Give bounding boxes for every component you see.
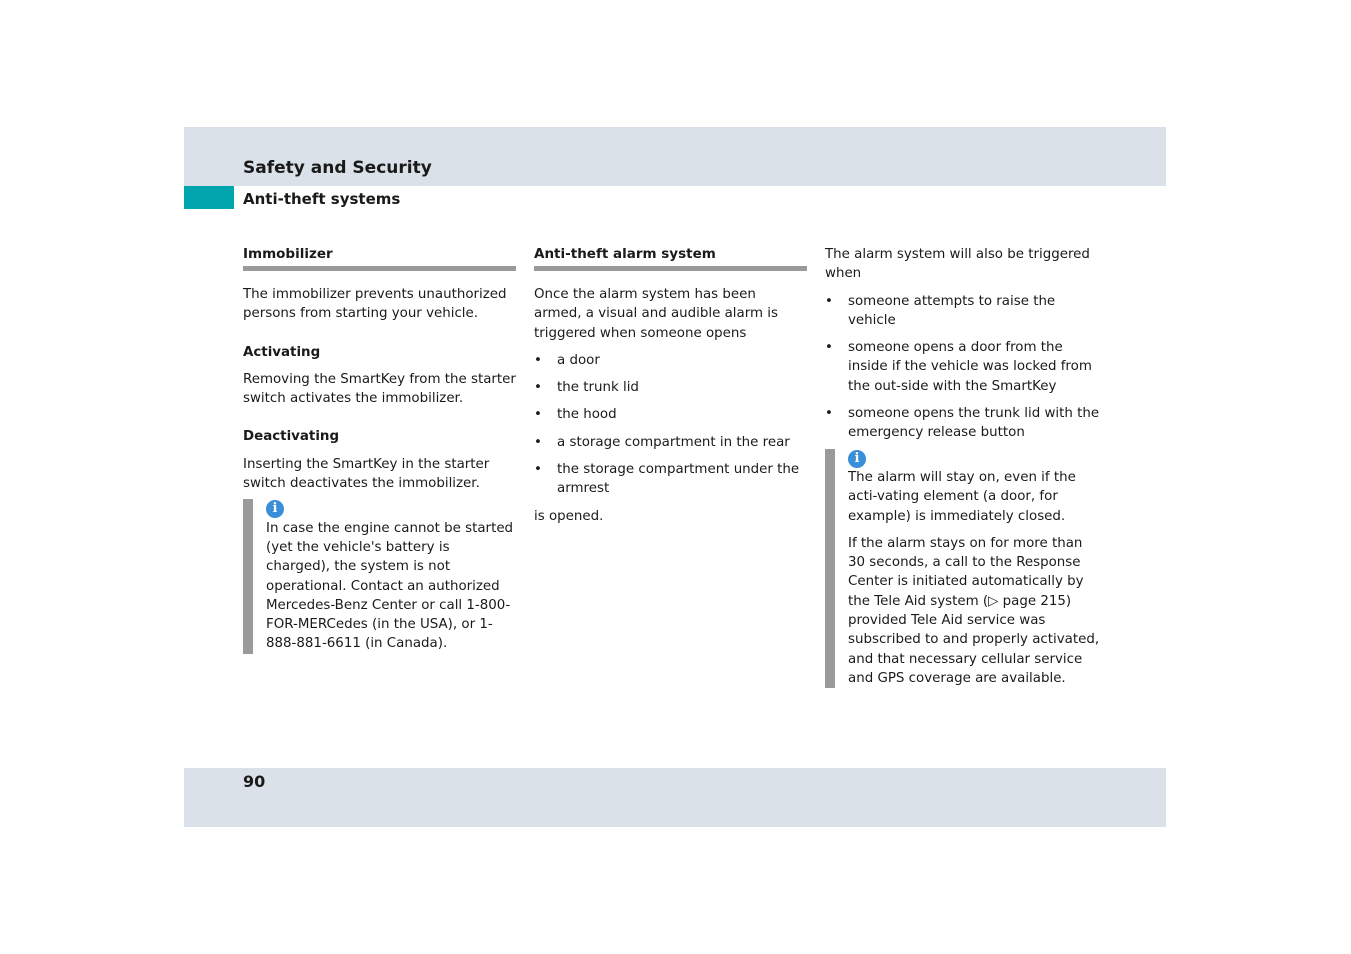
info-icon: i: [266, 500, 284, 518]
list-item: • someone attempts to raise the vehicle: [825, 292, 1100, 331]
page-number: 90: [243, 772, 266, 791]
immobilizer-intro: The immobilizer prevents unauthorized persons from starting your vehicle.: [243, 287, 507, 322]
section-marker-tab: [184, 186, 234, 209]
deactivating-heading: Deactivating: [243, 429, 340, 445]
list-item: • the storage compartment under the armrest: [534, 460, 807, 499]
section-title: Safety and Security: [243, 158, 432, 178]
immobilizer-heading: Immobilizer: [243, 245, 516, 271]
list-item: • someone opens the trunk lid with the emergency release button: [825, 404, 1100, 443]
list-item: • a door: [534, 351, 807, 370]
alarm-also-intro: The alarm system will also be triggered when: [825, 247, 1090, 282]
alarm-extra-trigger-list: [825, 292, 1100, 443]
column-alarm-system: [534, 245, 807, 526]
footer-band: [184, 768, 1166, 827]
alarm-note-text-2: If the alarm stays on for more than 30 seconds, a call to the Response Center is initiated automatically by the Tele Aid system (▷ page 215) provided Tele Aid service was subscribed to and properly activated, and that necessary cellular service and GPS coverage are available.: [848, 535, 1100, 686]
alarm-outro: is opened.: [534, 508, 604, 524]
sub-title: Anti-theft systems: [243, 190, 401, 208]
list-item: • the trunk lid: [534, 378, 807, 397]
info-icon: i: [848, 450, 866, 468]
list-item: • the hood: [534, 405, 807, 424]
alarm-intro: Once the alarm system has been armed, a visual and audible alarm is triggered when someone opens: [534, 287, 778, 341]
list-item: • someone opens a door from the inside if the vehicle was locked from the out-side with the SmartKey: [825, 338, 1100, 396]
activating-heading: Activating: [243, 344, 321, 360]
list-item: • a storage compartment in the rear: [534, 433, 807, 452]
deactivating-text: Inserting the SmartKey in the starter switch deactivates the immobilizer.: [243, 456, 490, 492]
column-immobilizer: [243, 245, 516, 654]
immobilizer-note-text: In case the engine cannot be started (yet the vehicle's battery is charged), the system is not operational. Contact an authorized Mercedes-Benz Center or call 1-800-FOR-MERCedes (in the USA), or 1-888-881-6611 (in Canada).: [266, 520, 514, 652]
immobilizer-note: [243, 499, 516, 653]
column-alarm-triggers: [825, 245, 1100, 688]
alarm-note: [825, 449, 1100, 689]
alarm-note-text-1: The alarm will stay on, even if the acti-vating element (a door, for example) is immediately closed.: [848, 469, 1076, 524]
alarm-heading: Anti-theft alarm system: [534, 245, 807, 271]
alarm-trigger-list: [534, 351, 807, 499]
activating-text: Removing the SmartKey from the starter switch activates the immobilizer.: [243, 371, 516, 407]
